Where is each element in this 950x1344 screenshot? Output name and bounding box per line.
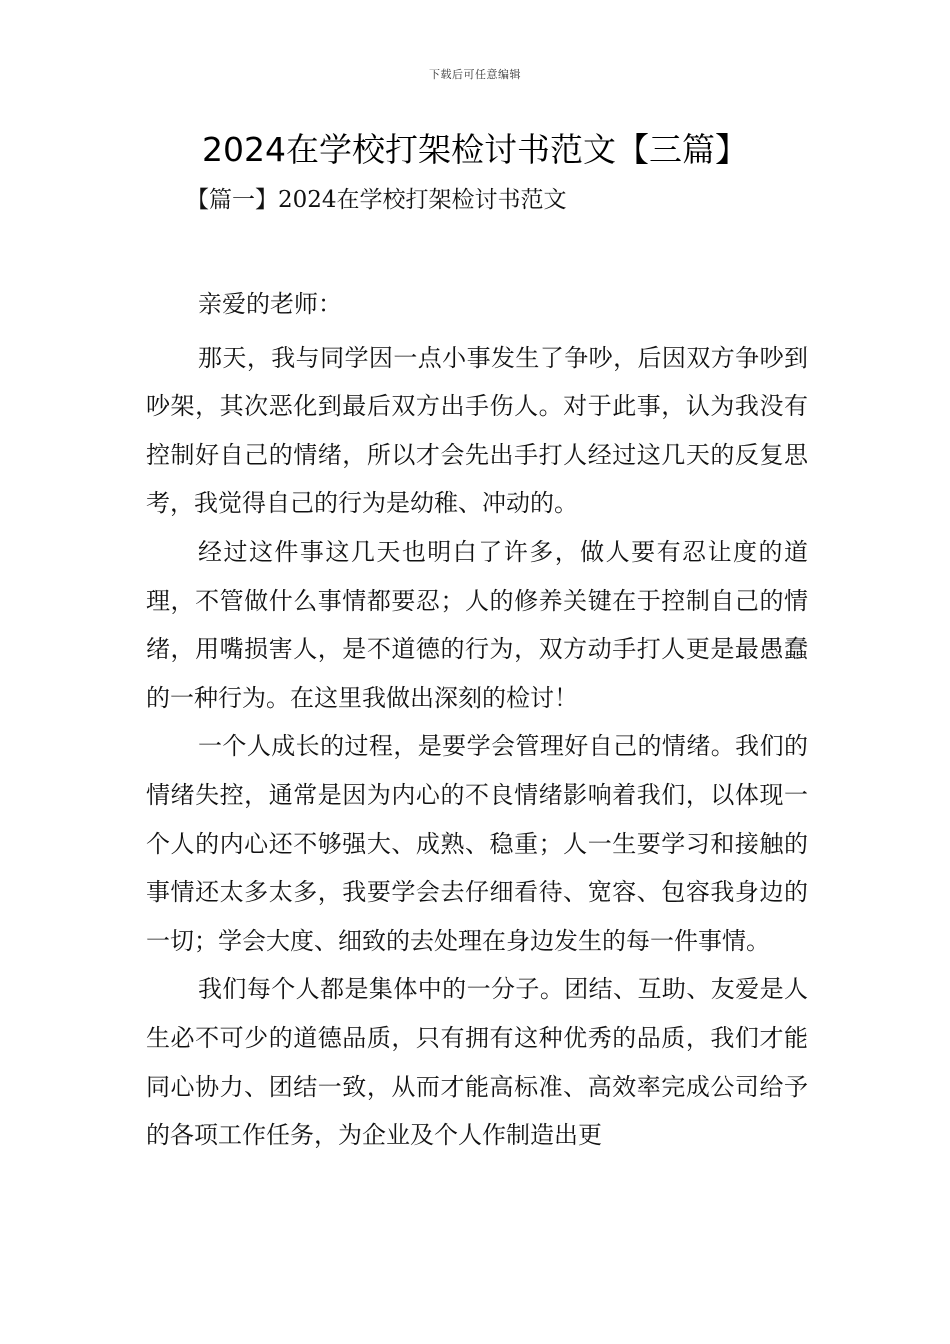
paragraph-4: 我们每个人都是集体中的一分子。团结、互助、友爱是人生必不可少的道德品质，只有拥有这种优秀的品质，我们才能同心协力、团结一致，从而才能高标准、高效率完成公司给予的各项工作任务，为企业及个人作制造出更	[146, 975, 808, 1150]
section-subtitle: 【篇一】2024在学校打架检讨书范文	[186, 187, 567, 213]
document-title: 2024在学校打架检讨书范文【三篇】	[202, 130, 748, 169]
letter-body	[146, 280, 808, 1160]
paragraph-1: 那天，我与同学因一点小事发生了争吵，后因双方争吵到吵架，其次恶化到最后双方出手伤人。对于此事，认为我没有控制好自己的情绪，所以才会先出手打人经过这几天的反复思考，我觉得自己的行为是幼稚、冲动的。	[146, 343, 808, 518]
header-note: 下载后可任意编辑	[429, 68, 521, 81]
salutation: 亲爱的老师：	[198, 290, 342, 318]
paragraph-2: 经过这件事这几天也明白了许多，做人要有忍让度的道理，不管做什么事情都要忍；人的修养关键在于控制自己的情绪，用嘴损害人，是不道德的行为，双方动手打人更是最愚蠢的一种行为。在这里我做出深刻的检讨！	[146, 537, 808, 712]
paragraph-3: 一个人成长的过程，是要学会管理好自己的情绪。我们的情绪失控，通常是因为内心的不良情绪影响着我们，以体现一个人的内心还不够强大、成熟、稳重；人一生要学习和接触的事情还太多太多，我要学会去仔细看待、宽容、包容我身边的一切；学会大度、细致的去处理在身边发生的每一件事情。	[146, 732, 808, 955]
